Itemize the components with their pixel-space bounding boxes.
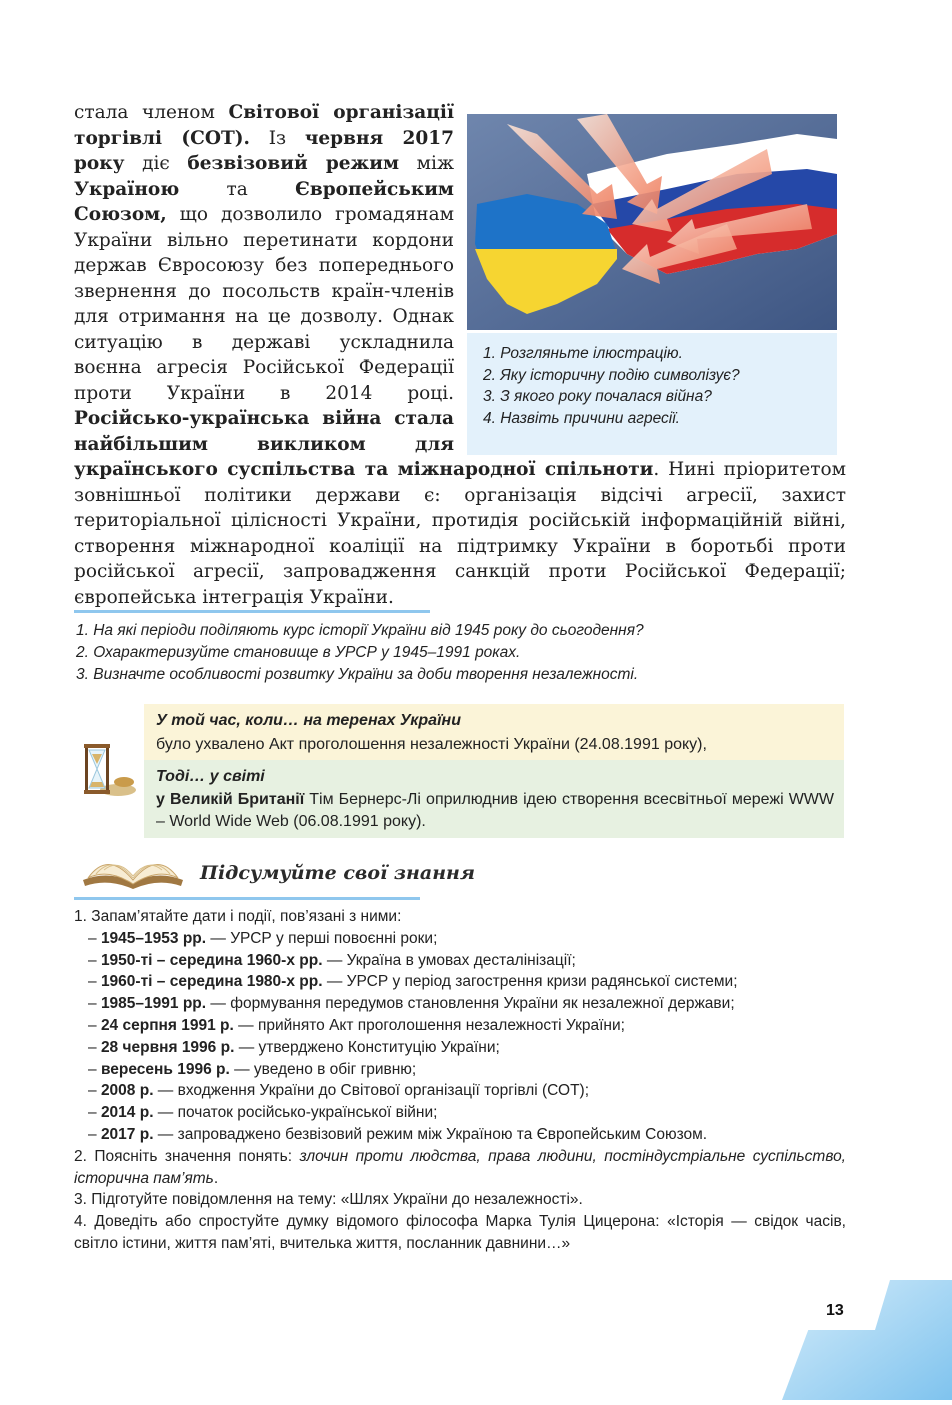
summary-task-4: 4. Доведіть або спростуйте думку відомого філософа Марка Тулія Цицерона: «Історія — свідок часів, світло істини, життя пам’яті, вчителька життя, посланник давнини…» bbox=[74, 1213, 846, 1252]
date-item: – 2008 р. — входження України до Світової організації торгівлі (СОТ); bbox=[88, 1082, 590, 1100]
summary-task-2: 2. Поясніть значення понять: злочин проти людства, права людини, постіндустріальне суспільство, історична пам’ять. bbox=[74, 1147, 846, 1187]
divider bbox=[74, 610, 430, 613]
date-item: – 1945–1953 рр. — УРСР у перші повоєнні роки; bbox=[88, 929, 438, 947]
review-question: 2. Охарактеризуйте становище в УРСР у 1945–1991 роках. bbox=[76, 644, 521, 661]
date-item: – 28 червня 1996 р. — утверджено Конституцію України; bbox=[88, 1038, 500, 1056]
review-questions bbox=[76, 620, 644, 686]
ukraine-timeline-box bbox=[144, 704, 844, 760]
page-number: 13 bbox=[826, 1302, 844, 1319]
summary-task-3: 3. Підготуйте повідомлення на тему: «Шлях України до незалежності». bbox=[74, 1191, 583, 1209]
summary-intro: 1. Запам’ятайте дати і події, пов’язані з ними: bbox=[74, 908, 402, 925]
date-item: – 24 серпня 1991 р. — прийнято Акт проголошення незалежності України; bbox=[88, 1016, 625, 1034]
world-timeline-title: Тоді… у світі bbox=[156, 768, 265, 785]
date-item: – 1960-ті – середина 1980-х рр. — УРСР у період загострення кризи радянської системи; bbox=[88, 973, 738, 991]
illustration-question: 3. З якого року почалася війна? bbox=[483, 388, 712, 405]
review-question: 3. Визначте особливості розвитку України за доби творення незалежності. bbox=[76, 666, 639, 683]
review-question: 1. На які періоди поділяють курс історії України від 1945 року до сьогодення? bbox=[76, 622, 644, 639]
world-timeline-box bbox=[144, 760, 844, 838]
hourglass-icon bbox=[74, 742, 138, 798]
summary-underline bbox=[74, 897, 420, 900]
summary-title: Підсумуйте свої знання bbox=[200, 862, 476, 884]
date-item: – 2017 р. — запроваджено безвізовий режим між Україною та Європейським Союзом. bbox=[88, 1125, 708, 1143]
date-item: – 1950-ті – середина 1960-х рр. — Україна в умовах десталінізації; bbox=[88, 951, 576, 969]
corner-decoration bbox=[722, 1280, 952, 1400]
open-book-icon bbox=[78, 840, 188, 892]
world-timeline-text: у Великій Британії Тім Бернерс-Лі оприлюднив ідею створення всесвітньої мережі WWW – World Wide Web (06.08.1991 року). bbox=[156, 791, 835, 830]
illustration-question: 4. Назвіть причини агресії. bbox=[483, 409, 680, 427]
illustration-question: 2. Яку історичну подію символізує? bbox=[483, 366, 740, 384]
main-paragraph: стала членом Світової організації торгівлі (СОТ). Із червня 2017 року діє безвізовий режим між Україною та Європейським Союзом, що дозволило громадянам України вільно перетинати кордони держав Євросоюзу без попереднього звернення до посольств країн-членів для отримання на це дозволу. Однак ситуацію в державі ускладнила воєнна агресія Російської Федерації проти України в 2014 році. Російсько-українська війна стала найбільшим викликом для українського суспільства та міжнародної спільноти. Нині пріоритетом зовнішньої політики держави є: організація відсічі агресії, захист територіальної цілісності України, протидія російській інформаційній війні, створення міжнародної коаліції на підтримку України в боротьбі проти російської агресії, запровадження санкцій проти Російської Федерації; європейська інтеграція України. bbox=[74, 102, 846, 608]
summary-section bbox=[74, 906, 846, 1255]
date-item: – 2014 р. — початок російсько-української війни; bbox=[88, 1104, 438, 1122]
ukraine-timeline-text: було ухвалено Акт проголошення незалежності України (24.08.1991 року), bbox=[156, 736, 707, 753]
illustration-question: 1. Розгляньте ілюстрацію. bbox=[483, 345, 683, 362]
date-item: – вересень 1996 р. — уведено в обіг гривню; bbox=[88, 1060, 417, 1078]
date-item: – 1985–1991 рр. — формування передумов становлення України як незалежної держави; bbox=[88, 995, 735, 1013]
ukraine-timeline-title: У той час, коли… на теренах України bbox=[156, 712, 461, 729]
